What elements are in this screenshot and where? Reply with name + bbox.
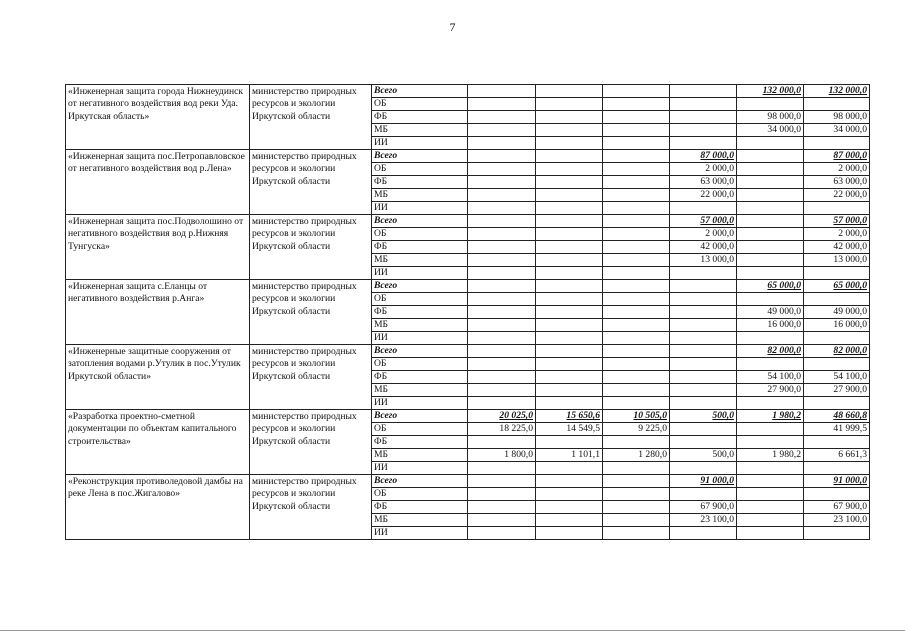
amount-cell	[670, 436, 737, 449]
amount-cell	[468, 189, 536, 202]
amount-cell	[536, 488, 603, 501]
amount-cell	[468, 488, 536, 501]
amount-cell	[670, 111, 737, 124]
amount-cell: 63 000,0	[670, 176, 737, 189]
total-amount-cell	[804, 98, 870, 111]
amount-cell	[536, 124, 603, 137]
funding-source: ОБ	[372, 228, 468, 241]
project-name: «Реконструкция противоледовой дамбы на реке Лена в пос.Жигалово»	[66, 475, 250, 540]
funding-source: ИИ	[372, 527, 468, 540]
total-amount-cell: 22 000,0	[804, 189, 870, 202]
table-row	[66, 280, 870, 293]
amount-cell	[737, 423, 804, 436]
amount-cell	[603, 293, 670, 306]
funding-source: ОБ	[372, 293, 468, 306]
amount-cell	[536, 475, 603, 488]
amount-cell	[737, 254, 804, 267]
funding-source: МБ	[372, 449, 468, 462]
amount-cell	[737, 228, 804, 241]
amount-cell	[468, 527, 536, 540]
amount-cell	[603, 215, 670, 228]
responsible-organization: министерство природных ресурсов и экологии Иркутской области	[250, 475, 372, 540]
amount-cell: 500,0	[670, 449, 737, 462]
amount-cell	[670, 332, 737, 345]
amount-cell	[603, 384, 670, 397]
funding-source: Всего	[372, 345, 468, 358]
amount-cell	[468, 384, 536, 397]
amount-cell	[536, 111, 603, 124]
amount-cell	[670, 319, 737, 332]
total-amount-cell	[804, 488, 870, 501]
amount-cell	[737, 358, 804, 371]
amount-cell	[536, 267, 603, 280]
amount-cell	[603, 319, 670, 332]
funding-source: ОБ	[372, 163, 468, 176]
amount-cell	[536, 527, 603, 540]
amount-cell	[468, 202, 536, 215]
amount-cell: 1 800,0	[468, 449, 536, 462]
amount-cell	[670, 345, 737, 358]
amount-cell	[603, 527, 670, 540]
amount-cell: 65 000,0	[737, 280, 804, 293]
total-amount-cell: 2 000,0	[804, 163, 870, 176]
budget-table-body	[66, 85, 870, 540]
table-row	[66, 150, 870, 163]
funding-source: ФБ	[372, 371, 468, 384]
amount-cell	[468, 163, 536, 176]
amount-cell	[603, 345, 670, 358]
amount-cell: 14 549,5	[536, 423, 603, 436]
amount-cell	[603, 124, 670, 137]
project-name: «Инженерная защита пос.Петропавловское от негативного воздействия вод р.Лена»	[66, 150, 250, 215]
amount-cell: 16 000,0	[737, 319, 804, 332]
amount-cell: 54 100,0	[737, 371, 804, 384]
amount-cell	[468, 514, 536, 527]
amount-cell	[737, 241, 804, 254]
amount-cell	[737, 514, 804, 527]
amount-cell	[536, 150, 603, 163]
amount-cell: 91 000,0	[670, 475, 737, 488]
amount-cell	[468, 293, 536, 306]
funding-source: МБ	[372, 384, 468, 397]
amount-cell: 42 000,0	[670, 241, 737, 254]
amount-cell	[536, 189, 603, 202]
amount-cell: 1 980,2	[737, 410, 804, 423]
amount-cell	[737, 202, 804, 215]
funding-source: ФБ	[372, 111, 468, 124]
amount-cell	[670, 371, 737, 384]
amount-cell	[670, 527, 737, 540]
total-amount-cell	[804, 332, 870, 345]
amount-cell	[670, 267, 737, 280]
amount-cell: 10 505,0	[603, 410, 670, 423]
amount-cell	[536, 358, 603, 371]
amount-cell	[536, 293, 603, 306]
amount-cell	[468, 397, 536, 410]
amount-cell	[603, 397, 670, 410]
amount-cell	[536, 306, 603, 319]
bottom-rule	[0, 630, 905, 631]
total-amount-cell	[804, 267, 870, 280]
amount-cell	[603, 501, 670, 514]
amount-cell: 82 000,0	[737, 345, 804, 358]
amount-cell	[468, 150, 536, 163]
project-name: «Инженерная защита пос.Подволошино от негативного воздействия вод р.Нижняя Тунгуска»	[66, 215, 250, 280]
funding-source: ИИ	[372, 137, 468, 150]
amount-cell	[468, 501, 536, 514]
total-amount-cell: 65 000,0	[804, 280, 870, 293]
amount-cell	[468, 475, 536, 488]
amount-cell	[536, 397, 603, 410]
project-name: «Инженерная защита города Нижнеудинск от негативного воздействия вод реки Уда. Иркутская область»	[66, 85, 250, 150]
amount-cell	[737, 150, 804, 163]
amount-cell: 98 000,0	[737, 111, 804, 124]
total-amount-cell	[804, 436, 870, 449]
amount-cell	[603, 85, 670, 98]
amount-cell	[468, 228, 536, 241]
amount-cell	[737, 436, 804, 449]
funding-source: ФБ	[372, 241, 468, 254]
amount-cell	[670, 98, 737, 111]
project-name: «Инженерные защитные сооружения от затопления водами р.Утулик в пос.Утулик Иркутской области»	[66, 345, 250, 410]
amount-cell	[468, 280, 536, 293]
total-amount-cell: 98 000,0	[804, 111, 870, 124]
amount-cell	[536, 202, 603, 215]
amount-cell	[737, 163, 804, 176]
amount-cell	[468, 332, 536, 345]
amount-cell	[536, 163, 603, 176]
amount-cell	[603, 241, 670, 254]
amount-cell	[670, 280, 737, 293]
amount-cell	[737, 189, 804, 202]
amount-cell	[536, 371, 603, 384]
total-amount-cell: 132 000,0	[804, 85, 870, 98]
amount-cell: 9 225,0	[603, 423, 670, 436]
amount-cell	[603, 514, 670, 527]
total-amount-cell: 57 000,0	[804, 215, 870, 228]
total-amount-cell: 34 000,0	[804, 124, 870, 137]
amount-cell	[603, 371, 670, 384]
amount-cell	[468, 306, 536, 319]
amount-cell: 34 000,0	[737, 124, 804, 137]
project-name: «Разработка проектно-сметной документации по объектам капитального строительства»	[66, 410, 250, 475]
amount-cell	[468, 254, 536, 267]
responsible-organization: министерство природных ресурсов и экологии Иркутской области	[250, 345, 372, 410]
funding-source: МБ	[372, 254, 468, 267]
amount-cell	[670, 384, 737, 397]
funding-source: ИИ	[372, 267, 468, 280]
table-row	[66, 215, 870, 228]
amount-cell	[603, 462, 670, 475]
amount-cell	[670, 306, 737, 319]
total-amount-cell	[804, 527, 870, 540]
funding-source: Всего	[372, 85, 468, 98]
responsible-organization: министерство природных ресурсов и экологии Иркутской области	[250, 85, 372, 150]
funding-source: ФБ	[372, 306, 468, 319]
amount-cell	[603, 436, 670, 449]
amount-cell	[737, 176, 804, 189]
total-amount-cell: 27 900,0	[804, 384, 870, 397]
total-amount-cell: 67 900,0	[804, 501, 870, 514]
amount-cell	[670, 124, 737, 137]
amount-cell	[670, 358, 737, 371]
table-row	[66, 85, 870, 98]
amount-cell	[603, 150, 670, 163]
amount-cell	[603, 228, 670, 241]
amount-cell: 15 650,6	[536, 410, 603, 423]
amount-cell: 1 101,1	[536, 449, 603, 462]
amount-cell	[468, 345, 536, 358]
total-amount-cell: 54 100,0	[804, 371, 870, 384]
total-amount-cell	[804, 137, 870, 150]
funding-source: ФБ	[372, 501, 468, 514]
funding-source: ФБ	[372, 436, 468, 449]
total-amount-cell: 63 000,0	[804, 176, 870, 189]
total-amount-cell: 2 000,0	[804, 228, 870, 241]
total-amount-cell	[804, 397, 870, 410]
amount-cell	[603, 332, 670, 345]
amount-cell	[536, 280, 603, 293]
amount-cell	[603, 163, 670, 176]
funding-source: Всего	[372, 150, 468, 163]
amount-cell	[536, 384, 603, 397]
amount-cell	[468, 319, 536, 332]
amount-cell: 2 000,0	[670, 163, 737, 176]
budget-table	[65, 84, 870, 540]
amount-cell	[536, 501, 603, 514]
amount-cell	[737, 527, 804, 540]
table-row	[66, 345, 870, 358]
table-row	[66, 475, 870, 488]
amount-cell: 1 280,0	[603, 449, 670, 462]
amount-cell	[536, 514, 603, 527]
funding-source: Всего	[372, 215, 468, 228]
amount-cell	[536, 228, 603, 241]
amount-cell	[670, 202, 737, 215]
amount-cell	[603, 137, 670, 150]
funding-source: Всего	[372, 280, 468, 293]
amount-cell: 49 000,0	[737, 306, 804, 319]
amount-cell: 13 000,0	[670, 254, 737, 267]
amount-cell: 27 900,0	[737, 384, 804, 397]
amount-cell	[670, 462, 737, 475]
page-number: 7	[449, 20, 456, 34]
amount-cell: 57 000,0	[670, 215, 737, 228]
amount-cell	[536, 436, 603, 449]
amount-cell	[670, 85, 737, 98]
responsible-organization: министерство природных ресурсов и экологии Иркутской области	[250, 410, 372, 475]
total-amount-cell: 13 000,0	[804, 254, 870, 267]
amount-cell	[603, 254, 670, 267]
funding-source: Всего	[372, 475, 468, 488]
amount-cell	[468, 462, 536, 475]
total-amount-cell: 42 000,0	[804, 241, 870, 254]
funding-source: ОБ	[372, 98, 468, 111]
amount-cell	[468, 124, 536, 137]
total-amount-cell: 91 000,0	[804, 475, 870, 488]
total-amount-cell: 6 661,3	[804, 449, 870, 462]
amount-cell	[536, 254, 603, 267]
amount-cell	[536, 462, 603, 475]
amount-cell	[737, 215, 804, 228]
amount-cell	[536, 319, 603, 332]
total-amount-cell	[804, 358, 870, 371]
funding-source: МБ	[372, 124, 468, 137]
amount-cell	[737, 501, 804, 514]
amount-cell	[468, 137, 536, 150]
amount-cell	[603, 98, 670, 111]
funding-source: ОБ	[372, 423, 468, 436]
amount-cell	[603, 202, 670, 215]
total-amount-cell: 87 000,0	[804, 150, 870, 163]
amount-cell: 23 100,0	[670, 514, 737, 527]
funding-source: ОБ	[372, 358, 468, 371]
amount-cell	[670, 293, 737, 306]
amount-cell	[536, 345, 603, 358]
total-amount-cell	[804, 202, 870, 215]
amount-cell	[737, 293, 804, 306]
table-row	[66, 410, 870, 423]
amount-cell: 500,0	[670, 410, 737, 423]
amount-cell: 67 900,0	[670, 501, 737, 514]
amount-cell	[468, 436, 536, 449]
funding-source: Всего	[372, 410, 468, 423]
funding-source: ИИ	[372, 332, 468, 345]
amount-cell	[468, 98, 536, 111]
funding-source: ИИ	[372, 397, 468, 410]
amount-cell	[670, 423, 737, 436]
amount-cell	[737, 462, 804, 475]
amount-cell: 132 000,0	[737, 85, 804, 98]
amount-cell	[737, 137, 804, 150]
funding-source: МБ	[372, 514, 468, 527]
total-amount-cell: 48 660,8	[804, 410, 870, 423]
amount-cell: 87 000,0	[670, 150, 737, 163]
amount-cell	[737, 397, 804, 410]
amount-cell	[603, 267, 670, 280]
amount-cell	[603, 176, 670, 189]
total-amount-cell: 49 000,0	[804, 306, 870, 319]
amount-cell	[603, 189, 670, 202]
amount-cell	[468, 176, 536, 189]
amount-cell	[536, 176, 603, 189]
amount-cell	[468, 358, 536, 371]
amount-cell: 22 000,0	[670, 189, 737, 202]
amount-cell	[468, 267, 536, 280]
responsible-organization: министерство природных ресурсов и экологии Иркутской области	[250, 280, 372, 345]
amount-cell	[468, 371, 536, 384]
amount-cell	[468, 215, 536, 228]
total-amount-cell: 23 100,0	[804, 514, 870, 527]
amount-cell	[603, 475, 670, 488]
amount-cell: 1 980,2	[737, 449, 804, 462]
amount-cell	[468, 85, 536, 98]
amount-cell	[536, 85, 603, 98]
amount-cell	[536, 98, 603, 111]
total-amount-cell: 41 999,5	[804, 423, 870, 436]
amount-cell	[468, 111, 536, 124]
total-amount-cell	[804, 293, 870, 306]
amount-cell	[737, 98, 804, 111]
funding-source: ОБ	[372, 488, 468, 501]
amount-cell	[737, 475, 804, 488]
responsible-organization: министерство природных ресурсов и экологии Иркутской области	[250, 215, 372, 280]
funding-source: ФБ	[372, 176, 468, 189]
total-amount-cell: 82 000,0	[804, 345, 870, 358]
amount-cell	[536, 137, 603, 150]
total-amount-cell: 16 000,0	[804, 319, 870, 332]
funding-source: МБ	[372, 189, 468, 202]
amount-cell	[603, 111, 670, 124]
amount-cell	[603, 488, 670, 501]
amount-cell: 2 000,0	[670, 228, 737, 241]
total-amount-cell	[804, 462, 870, 475]
amount-cell	[737, 488, 804, 501]
amount-cell	[670, 488, 737, 501]
amount-cell	[603, 306, 670, 319]
amount-cell	[603, 280, 670, 293]
amount-cell	[536, 241, 603, 254]
project-name: «Инженерная защита с.Еланцы от негативного воздействия р.Анга»	[66, 280, 250, 345]
funding-source: ИИ	[372, 202, 468, 215]
funding-source: МБ	[372, 319, 468, 332]
amount-cell	[468, 241, 536, 254]
amount-cell: 20 025,0	[468, 410, 536, 423]
amount-cell	[603, 358, 670, 371]
responsible-organization: министерство природных ресурсов и экологии Иркутской области	[250, 150, 372, 215]
amount-cell	[670, 397, 737, 410]
amount-cell	[737, 332, 804, 345]
amount-cell	[536, 215, 603, 228]
amount-cell	[670, 137, 737, 150]
amount-cell: 18 225,0	[468, 423, 536, 436]
funding-source: ИИ	[372, 462, 468, 475]
amount-cell	[737, 267, 804, 280]
amount-cell	[536, 332, 603, 345]
